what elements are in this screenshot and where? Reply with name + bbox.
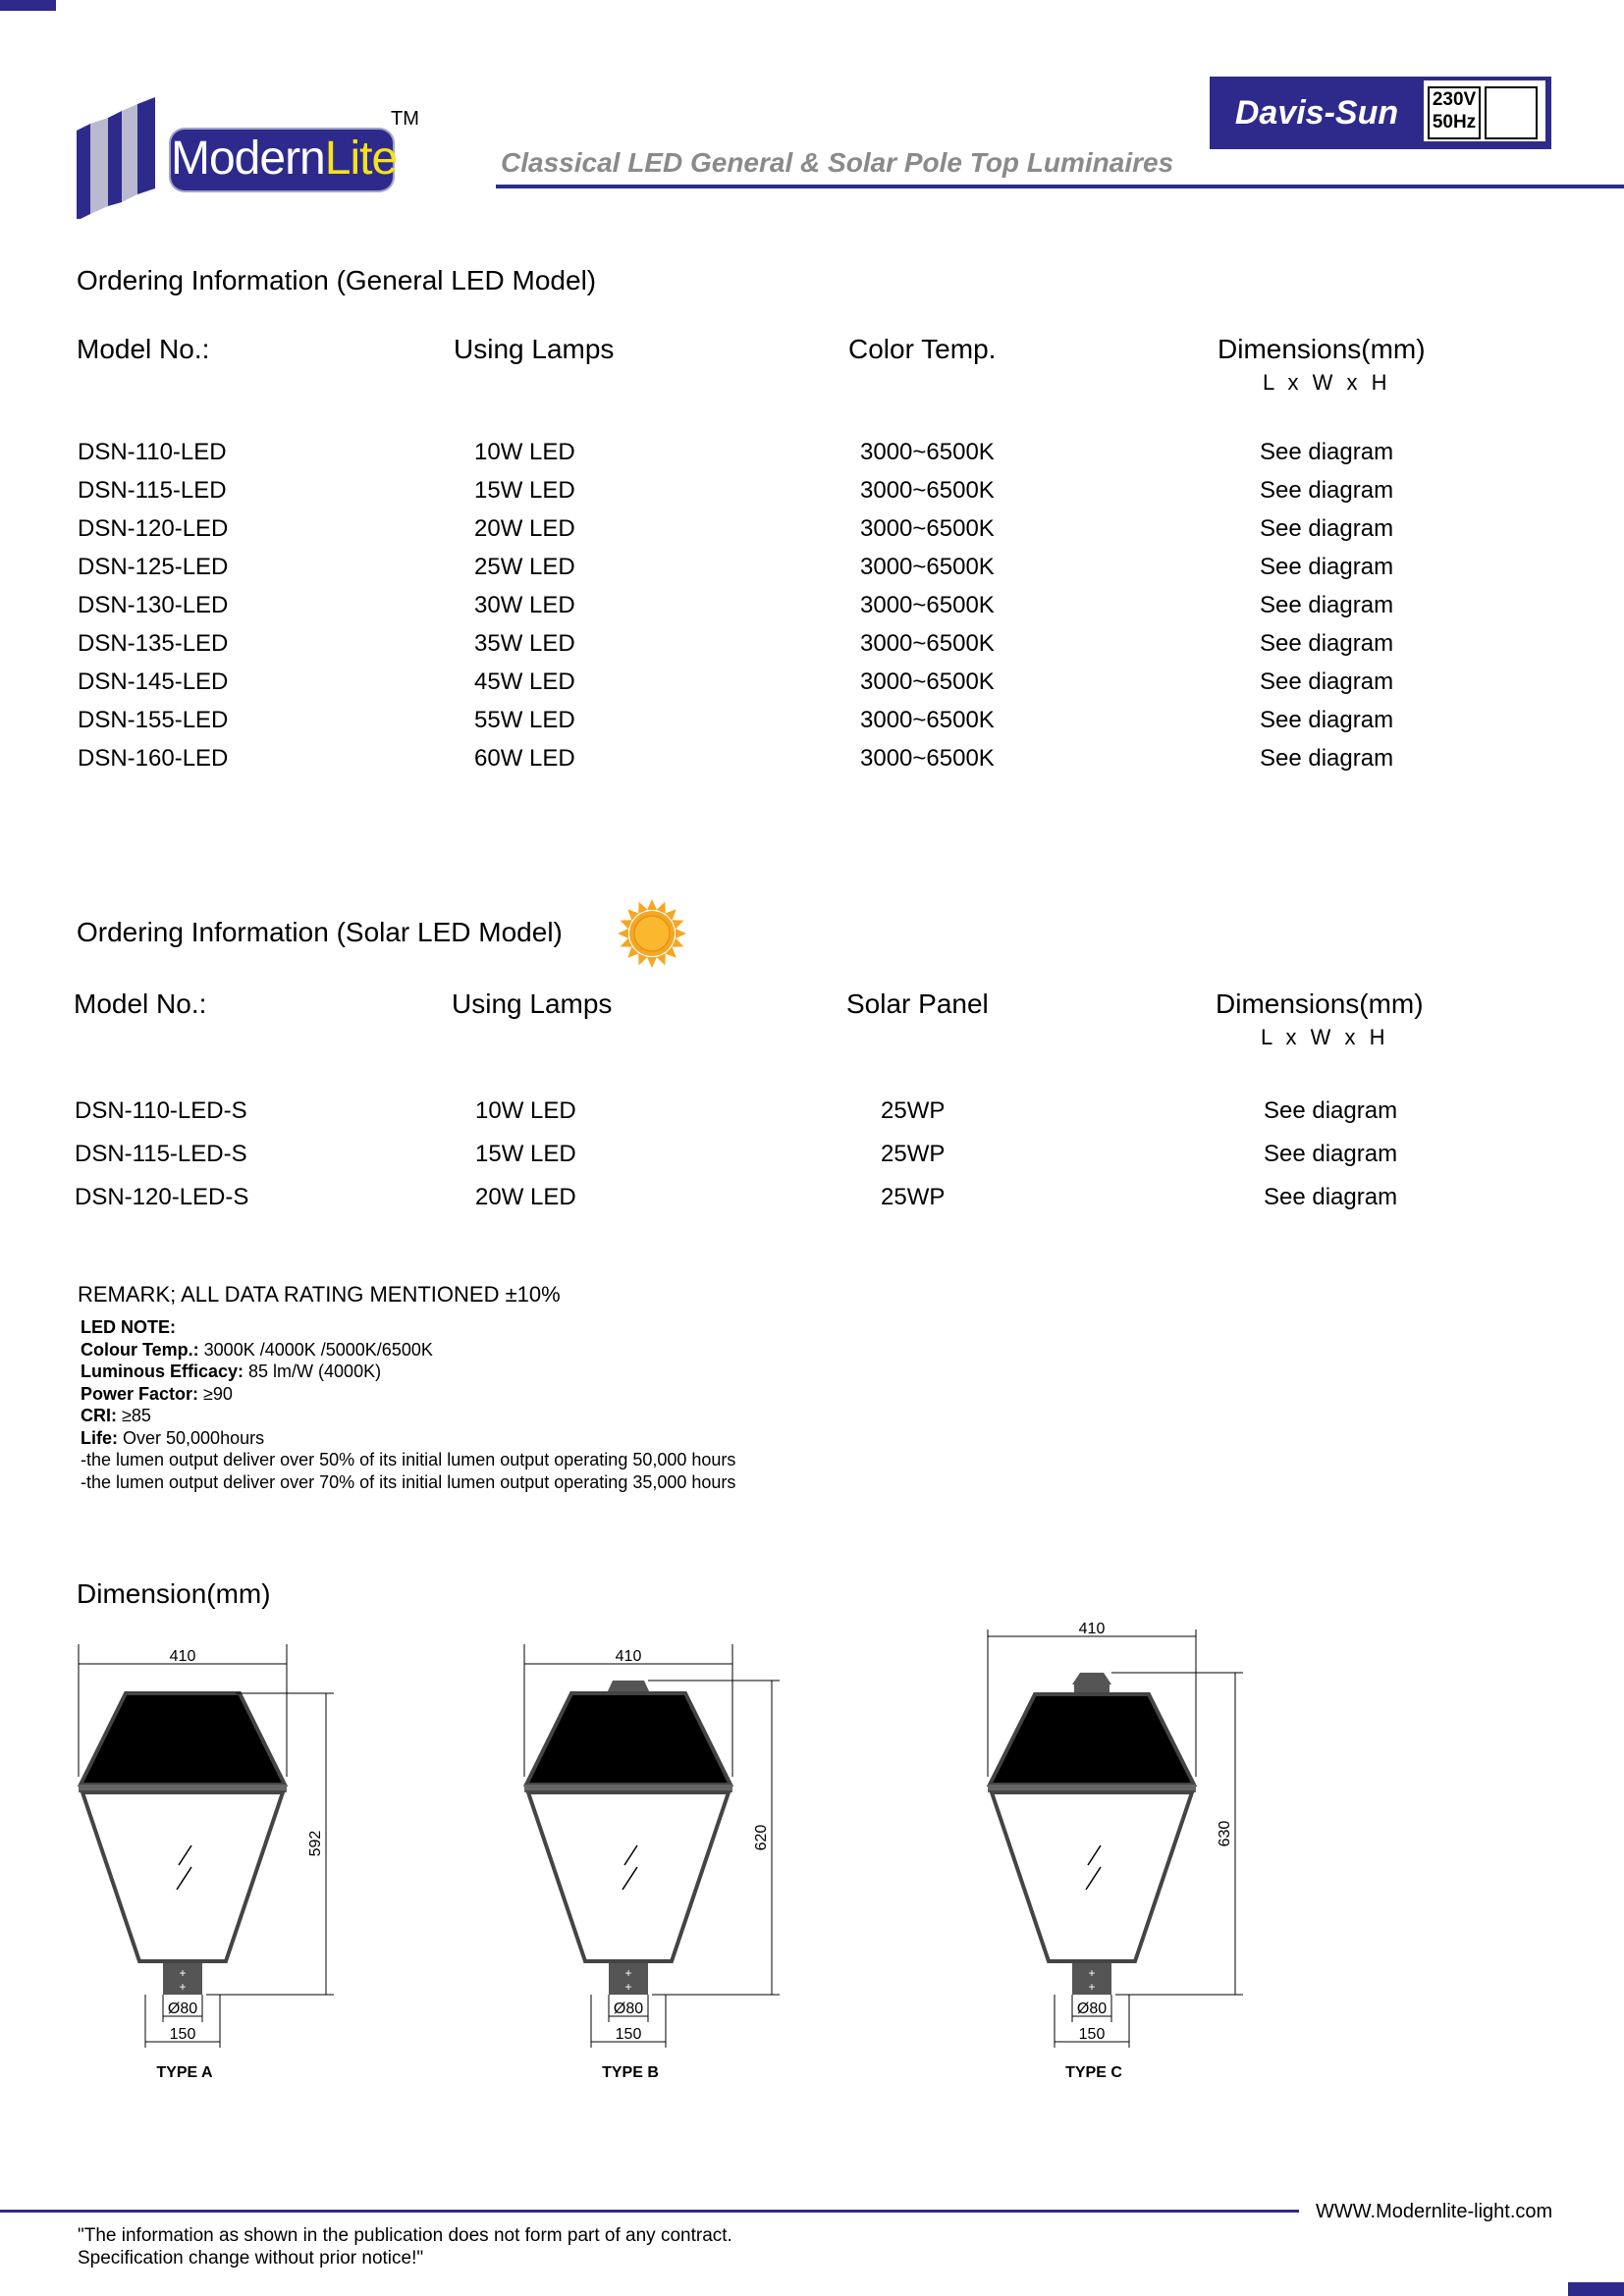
solar-cell-dims: See diagram <box>1264 1141 1398 1167</box>
note-value: ≥85 <box>117 1406 151 1425</box>
sun-icon <box>617 898 687 969</box>
general-cell-dims: See diagram <box>1260 707 1394 733</box>
adapter-screw-mark: + <box>1088 1966 1096 1980</box>
general-cell-lamp: 55W LED <box>474 707 575 733</box>
general-cell-temp: 3000~6500K <box>860 439 995 465</box>
height-label: 630 <box>1217 1820 1233 1847</box>
general-col-lamps: Using Lamps <box>454 334 615 364</box>
led-note-item <box>81 1427 735 1450</box>
general-cell-temp: 3000~6500K <box>860 668 995 695</box>
led-note-line: -the lumen output deliver over 70% of its initial lumen output operating 35,000 hours <box>81 1471 736 1492</box>
solar-cell-panel: 25WP <box>881 1097 946 1124</box>
note-value: ≥90 <box>198 1383 233 1404</box>
general-cell-dims: See diagram <box>1260 745 1394 772</box>
lamp-glass <box>992 1792 1192 1961</box>
general-cell-temp: 3000~6500K <box>860 592 995 618</box>
voltage-value: 230V <box>1432 89 1477 110</box>
adapter-screw-mark: + <box>179 1966 187 1980</box>
solar-section-title: Ordering Information (Solar LED Model) <box>77 917 563 947</box>
general-col-model: Model No.: <box>77 334 210 364</box>
solar-dims-subheader: L x W x H <box>1261 1025 1389 1049</box>
logo-wordmark <box>171 130 398 190</box>
led-note-item <box>81 1361 735 1383</box>
note-value: 85 lm/W (4000K) <box>244 1362 382 1381</box>
general-cell-model: DSN-110-LED <box>78 439 227 465</box>
lamp-canopy <box>526 1693 731 1785</box>
general-cell-dims: See diagram <box>1260 592 1394 618</box>
solar-cell-panel: 25WP <box>881 1184 946 1210</box>
brand-name: Davis-Sun <box>1234 94 1399 132</box>
height-label: 620 <box>753 1824 770 1851</box>
general-cell-lamp: 60W LED <box>474 745 575 772</box>
led-note-item <box>81 1383 735 1406</box>
solar-cell-lamp: 20W LED <box>475 1184 576 1210</box>
general-cell-model: DSN-115-LED <box>78 477 227 504</box>
solar-cell-dims: See diagram <box>1264 1097 1398 1124</box>
frequency-value: 50Hz <box>1432 112 1477 133</box>
width-label: 410 <box>615 1648 642 1665</box>
base-label: 150 <box>169 2026 196 2043</box>
note-value: Over 50,000hours <box>118 1427 265 1448</box>
general-cell-model: DSN-145-LED <box>78 668 229 695</box>
type-a-diagram <box>69 1639 344 2091</box>
led-note-item <box>81 1339 735 1362</box>
logo-word-lite: Lite <box>324 133 398 185</box>
general-cell-lamp: 25W LED <box>474 554 575 580</box>
note-label: Luminous Efficacy: <box>81 1362 244 1381</box>
general-cell-model: DSN-135-LED <box>78 630 229 657</box>
lamp-canopy <box>81 1693 285 1785</box>
solar-cell-model: DSN-115-LED-S <box>75 1141 247 1167</box>
type-label: TYPE B <box>602 2064 659 2081</box>
base-label: 150 <box>1078 2026 1106 2043</box>
page-subtitle: Classical LED General & Solar Pole Top Luminaires <box>501 147 1174 178</box>
general-dims-subheader: L x W x H <box>1263 370 1391 395</box>
corner-accent-top <box>0 0 56 11</box>
led-note-item <box>81 1405 735 1427</box>
general-cell-model: DSN-125-LED <box>78 554 229 580</box>
voltage-box <box>1424 80 1545 141</box>
general-cell-temp: 3000~6500K <box>860 477 995 504</box>
general-cell-model: DSN-130-LED <box>78 592 229 618</box>
website-url[interactable]: WWW.Modernlite-light.com <box>1316 2201 1553 2222</box>
pole-label: Ø80 <box>613 2001 644 2017</box>
general-cell-lamp: 10W LED <box>474 439 575 465</box>
width-label: 410 <box>169 1648 196 1665</box>
type-label: TYPE C <box>1065 2064 1122 2081</box>
type-b-diagram <box>514 1639 789 2091</box>
logo-word-modern: Modern <box>171 133 325 185</box>
solar-col-dims: Dimensions(mm) <box>1216 988 1424 1019</box>
led-note-line: -the lumen output deliver over 50% of its initial lumen output operating 50,000 hours <box>81 1450 736 1469</box>
general-cell-dims: See diagram <box>1260 668 1394 695</box>
footer-disclaimer <box>78 2224 732 2269</box>
solar-col-lamps: Using Lamps <box>452 988 613 1019</box>
lamp-glass <box>82 1792 283 1961</box>
brand-badge <box>1210 77 1551 149</box>
solar-col-panel: Solar Panel <box>846 988 989 1019</box>
general-cell-dims: See diagram <box>1260 477 1394 504</box>
voltage-rating <box>1428 86 1481 139</box>
general-cell-lamp: 20W LED <box>474 515 575 542</box>
header-divider <box>496 185 1624 188</box>
pole-label: Ø80 <box>1076 2001 1108 2017</box>
blank-certification-box <box>1485 86 1538 139</box>
general-col-dims: Dimensions(mm) <box>1218 334 1426 364</box>
led-note-heading: LED NOTE: <box>81 1317 176 1337</box>
top-finial <box>1072 1673 1111 1684</box>
note-label: CRI: <box>81 1406 117 1425</box>
disclaimer-line-2: Specification change without prior notice!" <box>78 2248 424 2269</box>
dimension-title: Dimension(mm) <box>77 1578 271 1609</box>
modernlite-logo <box>77 96 430 219</box>
adapter-screw-mark: + <box>1088 1980 1096 1994</box>
general-cell-temp: 3000~6500K <box>860 630 995 657</box>
width-label: 410 <box>1078 1621 1106 1637</box>
solar-cell-panel: 25WP <box>881 1141 946 1167</box>
general-cell-temp: 3000~6500K <box>860 515 995 542</box>
general-col-temp: Color Temp. <box>848 334 997 364</box>
general-cell-lamp: 30W LED <box>474 592 575 618</box>
trademark-symbol: TM <box>391 108 419 130</box>
footer-divider <box>0 2210 1299 2213</box>
general-cell-lamp: 15W LED <box>474 477 575 504</box>
general-cell-dims: See diagram <box>1260 630 1394 657</box>
general-cell-temp: 3000~6500K <box>860 707 995 733</box>
note-label: Colour Temp.: <box>81 1339 199 1360</box>
type-label: TYPE A <box>156 2064 213 2081</box>
base-label: 150 <box>615 2026 642 2043</box>
general-cell-temp: 3000~6500K <box>860 745 995 772</box>
general-cell-dims: See diagram <box>1260 439 1394 465</box>
note-label: Power Factor: <box>81 1383 199 1404</box>
solar-cell-model: DSN-120-LED-S <box>75 1184 249 1210</box>
height-label: 592 <box>307 1830 324 1857</box>
general-section-title: Ordering Information (General LED Model) <box>77 265 597 295</box>
pole-label: Ø80 <box>167 2001 198 2017</box>
lamp-glass <box>528 1792 729 1961</box>
note-value: 3000K /4000K /5000K/6500K <box>198 1339 433 1360</box>
remark-text: REMARK; ALL DATA RATING MENTIONED ±10% <box>78 1282 561 1307</box>
corner-accent-bottom <box>1568 2282 1624 2296</box>
adapter-screw-mark: + <box>624 1966 632 1980</box>
led-note-block <box>81 1316 735 1493</box>
solar-cell-lamp: 15W LED <box>475 1141 576 1167</box>
solar-cell-model: DSN-110-LED-S <box>75 1097 247 1124</box>
general-cell-dims: See diagram <box>1260 515 1394 542</box>
general-cell-dims: See diagram <box>1260 554 1394 580</box>
solar-col-model: Model No.: <box>74 988 207 1019</box>
adapter-screw-mark: + <box>624 1980 632 1994</box>
adapter-screw-mark: + <box>179 1980 187 1994</box>
general-cell-lamp: 45W LED <box>474 668 575 695</box>
general-cell-model: DSN-160-LED <box>78 745 229 772</box>
solar-cell-lamp: 10W LED <box>475 1097 576 1124</box>
general-cell-lamp: 35W LED <box>474 630 575 657</box>
solar-cell-dims: See diagram <box>1264 1184 1398 1210</box>
general-cell-temp: 3000~6500K <box>860 554 995 580</box>
type-c-diagram <box>978 1610 1253 2091</box>
general-cell-model: DSN-155-LED <box>78 707 229 733</box>
general-cell-model: DSN-120-LED <box>78 515 229 542</box>
lamp-canopy <box>990 1694 1194 1785</box>
logo-bars-icon <box>77 96 175 219</box>
disclaimer-line-1: "The information as shown in the publication does not form part of any contract. <box>78 2225 732 2246</box>
note-label: Life: <box>81 1427 118 1448</box>
